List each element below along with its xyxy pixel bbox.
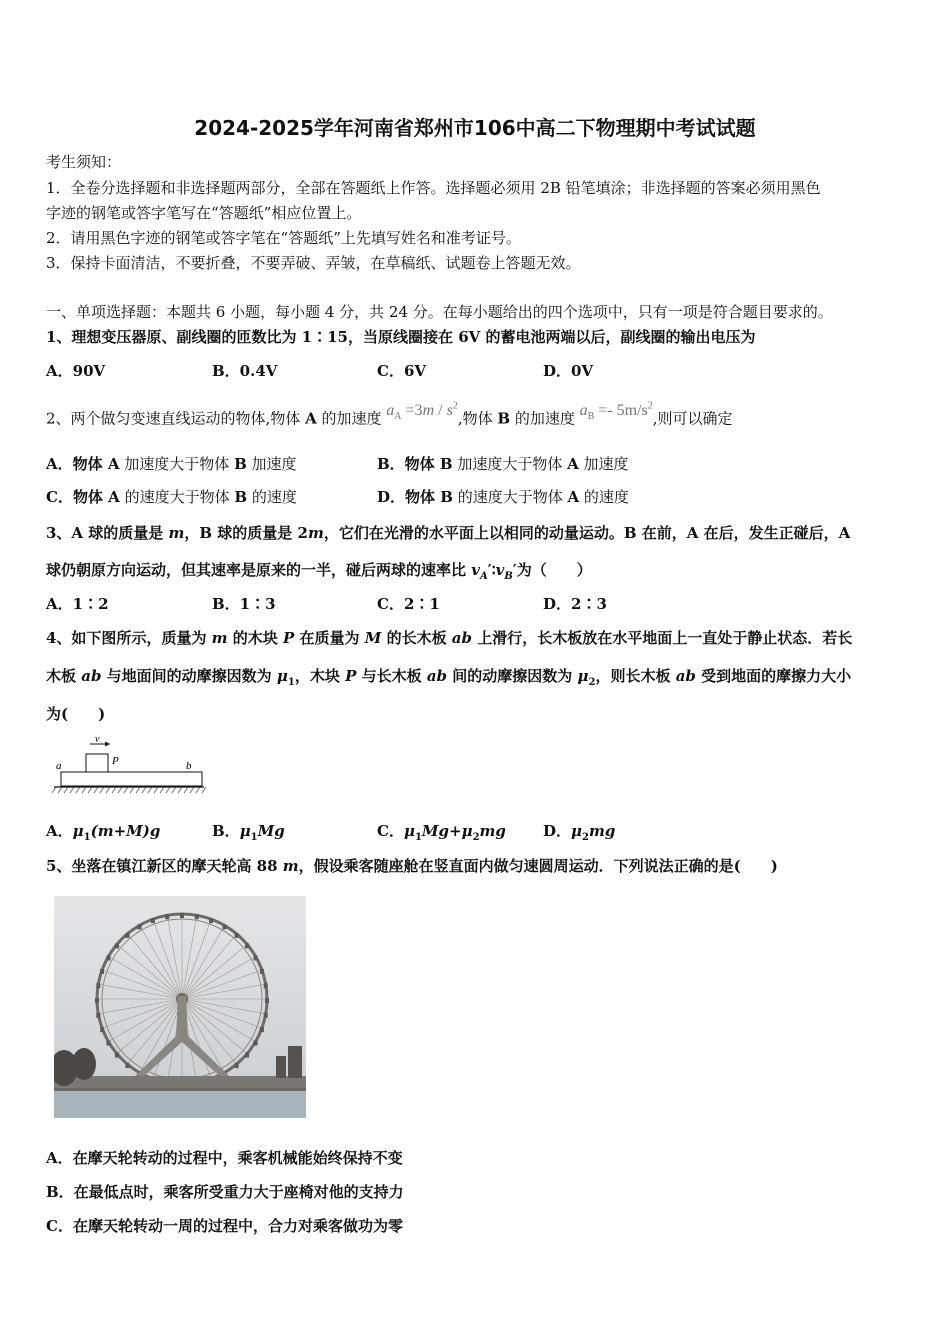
- q4-t1: 4、如下图所示，质量为: [46, 629, 212, 647]
- q2-c-x: A: [108, 488, 120, 506]
- q2-option-c: [46, 487, 297, 507]
- diagram-label-P: P: [112, 755, 119, 767]
- wheel-cabin: [100, 969, 104, 974]
- q2-aB-sub: B: [587, 411, 595, 423]
- q2-aA-var: a: [386, 402, 395, 420]
- q2-b-x: B: [439, 455, 453, 473]
- notice-line-1: 1．全卷分选择题和非选择题两部分，全部在答题纸上作答。选择题必须用 2B 铅笔填涂；非选择题的答案必须用黑色: [46, 179, 821, 197]
- q3-m1: m: [168, 524, 185, 542]
- q3-text-2: ，B 球的质量是 2: [184, 524, 308, 542]
- q4-d-sub: 2: [582, 832, 589, 843]
- q1-option-a: A．90V: [46, 362, 106, 380]
- q2-aA-unit-s: s: [446, 402, 453, 420]
- q2-object-b: B: [497, 409, 511, 428]
- q2-c-label: C．物体: [46, 488, 109, 506]
- q2-a-x: A: [107, 455, 120, 473]
- q4-t5: 上滑行，长木板放在水平地面上一直处于静止状态．若长: [472, 629, 853, 647]
- photo-water: [54, 1088, 306, 1118]
- arrowhead-icon: [105, 742, 110, 747]
- diagram-label-v: v: [95, 734, 100, 745]
- block-P: [86, 754, 108, 772]
- wheel-cabin: [254, 1041, 258, 1046]
- q3-option-d: D．2∶3: [543, 595, 607, 613]
- q2-a-label: A．物体: [46, 455, 108, 473]
- q4-c-mu: μ: [403, 822, 415, 840]
- wheel-cabin: [95, 998, 99, 1003]
- q4-t3: 在质量为: [294, 629, 365, 647]
- wheel-cabin: [106, 956, 110, 961]
- q2-c-y: B: [234, 488, 248, 506]
- q4-mu2: μ: [577, 667, 589, 685]
- q2-c-mid: 的速度大于物体: [119, 488, 235, 506]
- wheel-cabin: [264, 983, 268, 988]
- q2-d-end: 的速度: [579, 488, 629, 506]
- q4-a-pre: A．: [46, 822, 73, 840]
- wheel-cabin: [245, 943, 249, 948]
- wheel-cabin: [180, 913, 184, 918]
- q2-aB-var: a: [579, 402, 588, 420]
- q4-option-c: [377, 821, 506, 848]
- q5-a-text: A．在摩天轮转动的过程中，乘客机械能始终保持不变: [46, 1149, 403, 1167]
- shoreline: [54, 1088, 306, 1091]
- q2-aA-sub: A: [394, 411, 402, 423]
- diagram-label-b: b: [186, 760, 192, 772]
- q4-ab: ab: [451, 629, 473, 647]
- q5-t1: 5、坐落在镇江新区的摩天轮高 88: [46, 857, 283, 875]
- q3-text-4: 球仍朝原方向运动，但其速率是原来的一半，碰后两球的速率比: [46, 561, 472, 579]
- board-ab: [61, 772, 202, 786]
- section-heading: 一、单项选择题：本题共 6 小题，每小题 4 分，共 24 分。在每小题给出的四个选项中，只有一项是符合题目要求的。: [46, 303, 833, 321]
- q3-vB-sub: B: [504, 571, 513, 582]
- q4-P-2: P: [345, 667, 357, 685]
- q2-text-1: 2、两个做匀变速直线运动的物体,物体: [46, 409, 306, 428]
- q4-b-mu: μ: [239, 822, 251, 840]
- q2-text-3: ,物体: [457, 409, 498, 428]
- wheel-cabin: [264, 1013, 268, 1018]
- q4-b-pre: B．: [212, 822, 240, 840]
- q3-option-b: B．1∶3: [212, 595, 276, 613]
- q4-m: m: [211, 629, 228, 647]
- q2-b-end: 加速度: [578, 455, 629, 473]
- notice-line-2: 2．请用黑色字迹的钢笔或答字笔在“答题纸”上先填写姓名和准考证号。: [46, 229, 521, 247]
- q3-stem-line-2: [46, 560, 592, 587]
- q3-stem-line-1: [46, 523, 850, 543]
- wheel-cabin: [100, 1027, 104, 1032]
- q4-mu2-sub: 2: [588, 677, 596, 688]
- q4-t7: 与地面间的动摩擦因数为: [101, 667, 277, 685]
- wheel-cabin: [96, 1013, 100, 1018]
- wheel-cabin: [106, 1041, 110, 1046]
- q3-ratio: ∶: [491, 561, 496, 579]
- wheel-cabin: [125, 1063, 129, 1068]
- ferris-wheel-photo: [54, 896, 306, 1118]
- q4-c-rest: mg: [479, 822, 506, 840]
- q1-stem: 1、理想变压器原、副线圈的匝数比为 1∶15，当原线圈接在 6V 的蓄电池两端以后，副线圈的输出电压为: [46, 328, 756, 346]
- q2-aA-eq: =3: [401, 402, 423, 420]
- q2-stem: [46, 401, 733, 436]
- q4-M: M: [364, 629, 382, 647]
- wheel-cabin: [195, 914, 199, 919]
- q3-vB-prime: ′: [512, 561, 517, 579]
- diagram-label-a: a: [56, 760, 62, 772]
- q2-a-y: B: [234, 455, 247, 473]
- q4-stem-line-1: [46, 628, 852, 648]
- wheel-cabin: [235, 933, 239, 938]
- q2-b-mid: 加速度大于物体: [452, 455, 568, 473]
- wheel-cabin: [260, 969, 264, 974]
- q2-d-mid: 的速度大于物体: [452, 488, 568, 506]
- q4-c-mid: Mg+: [421, 822, 462, 840]
- q2-aB-eq: =- 5m/s: [594, 402, 648, 420]
- q5-option-a: [46, 1148, 403, 1168]
- q4-t4: 的长木板: [381, 629, 452, 647]
- q2-d-x: B: [440, 488, 453, 506]
- wheel-cabin: [235, 1063, 239, 1068]
- q3-text-3: ，它们在光滑的水平面上以相同的动量运动。B 在前，A 在后，发生正碰后，A: [323, 524, 851, 542]
- q4-d-mu: μ: [571, 822, 582, 840]
- q4-a-sub: 1: [83, 832, 91, 843]
- notice-line-3: 3．保持卡面清洁，不要折叠，不要弄破、弄皱，在草稿纸、试题卷上答题无效。: [46, 254, 581, 272]
- q4-ab-3: ab: [426, 667, 448, 685]
- q5-option-c: [46, 1216, 403, 1236]
- q4-ab-2: ab: [81, 667, 102, 685]
- q4-d-pre: D．: [543, 822, 572, 840]
- q5-b-text: B．在最低点时，乘客所受重力大于座椅对他的支持力: [46, 1183, 404, 1201]
- q4-t6: 木板: [46, 667, 82, 685]
- q4-a-rest: (m+M)g: [90, 822, 161, 840]
- q2-b-y: A: [567, 455, 579, 473]
- q3-text-5: 为（ ）: [516, 561, 592, 579]
- q4-a-mu: μ: [72, 822, 84, 840]
- q2-formula-aA: [386, 401, 458, 423]
- q4-t2: 的木块: [227, 629, 283, 647]
- q1-option-b: B．0.4V: [212, 362, 278, 380]
- wheel-cabin: [151, 918, 155, 923]
- q3-vB: v: [495, 561, 505, 579]
- wheel-cabin: [265, 998, 269, 1003]
- q5-stem: [46, 856, 778, 876]
- wheel-cabin: [254, 956, 258, 961]
- q3-vA-prime: ′: [487, 561, 492, 579]
- q4-t12: 受到地面的摩擦力大小: [695, 667, 852, 685]
- q4-ab-4: ab: [675, 667, 696, 685]
- q4-t9: 与长木板: [356, 667, 427, 685]
- q2-text-2: 的加速度: [316, 409, 382, 428]
- q4-t10: 间的动摩擦因数为: [447, 667, 578, 685]
- q1-option-d: D．0V: [543, 362, 594, 380]
- wheel-cabin: [165, 914, 169, 919]
- q2-aA-sup: 2: [452, 401, 458, 412]
- q5-c-text: C．在摩天轮转动一周的过程中，合力对乘客做功为零: [46, 1217, 403, 1235]
- q4-mu1-sub: 1: [287, 677, 295, 688]
- q2-option-a: [46, 454, 297, 474]
- q2-formula-aB: [579, 401, 653, 423]
- q2-d-y: A: [567, 488, 580, 506]
- wheel-cabin: [223, 924, 227, 929]
- q2-text-5: ,则可以确定: [652, 409, 733, 428]
- q4-stem-line-2: [46, 666, 851, 693]
- q4-c-pre: C．: [377, 822, 404, 840]
- page-title: 2024-2025学年河南省郑州市106中高二下物理期中考试试题: [194, 116, 756, 140]
- q5-t2: ，假设乘客随座舱在竖直面内做匀速圆周运动．下列说法正确的是( ): [298, 857, 778, 875]
- wheel-cabin: [115, 1053, 119, 1058]
- bridge-deck: [54, 1076, 306, 1088]
- q2-d-label: D．物体: [377, 488, 441, 506]
- wheel-cabin: [209, 918, 213, 923]
- wheel-cabin: [245, 1053, 249, 1058]
- q2-object-a: A: [305, 409, 317, 428]
- ground-hatching: [52, 787, 206, 793]
- q4-P: P: [283, 629, 295, 647]
- q4-c-mu2: μ: [461, 822, 473, 840]
- q3-option-c: C．2∶1: [377, 595, 440, 613]
- q2-aB-sup: 2: [647, 401, 653, 412]
- wheel-cabin: [138, 924, 142, 929]
- q4-mu1: μ: [276, 667, 288, 685]
- notice-line-1b: 字迹的钢笔或答字笔写在“答题纸”相应位置上。: [46, 204, 362, 222]
- q2-option-b: [377, 454, 629, 474]
- q4-stem-line-3: 为( ): [46, 705, 106, 723]
- q2-text-4: 的加速度: [510, 409, 575, 428]
- q5-option-b: [46, 1182, 404, 1202]
- notice-heading: 考生须知：: [46, 153, 122, 171]
- q4-c-sub2: 2: [472, 832, 480, 843]
- q2-option-d: [377, 487, 629, 507]
- q3-option-a: A．1∶2: [46, 595, 109, 613]
- q2-aA-slash: /: [434, 402, 447, 420]
- q2-b-label: B．物体: [377, 455, 440, 473]
- q2-a-mid: 加速度大于物体: [119, 455, 235, 473]
- q3-m2: m: [307, 524, 324, 542]
- q4-t8: ，木块: [294, 667, 346, 685]
- q1-option-c: C．6V: [377, 362, 427, 380]
- q2-aA-unit-m: m: [422, 402, 435, 420]
- q4-b-rest: Mg: [257, 822, 285, 840]
- wheel-cabin: [115, 943, 119, 948]
- q4-c-sub: 1: [414, 832, 422, 843]
- q4-option-a: [46, 821, 160, 848]
- q4-option-d: [543, 821, 615, 848]
- q3-vA: v: [471, 561, 480, 579]
- wheel-cabin: [96, 983, 100, 988]
- q4-t11: ，则长木板: [595, 667, 676, 685]
- wheel-cabin: [125, 933, 129, 938]
- q5-m: m: [282, 857, 299, 875]
- q3-vA-sub: A: [479, 571, 488, 582]
- wheel-cabin: [260, 1027, 264, 1032]
- q2-a-end: 加速度: [246, 455, 297, 473]
- q4-b-sub: 1: [250, 832, 258, 843]
- q4-d-rest: mg: [588, 822, 616, 840]
- q2-c-end: 的速度: [247, 488, 297, 506]
- q3-text-1: 3、A 球的质量是: [46, 524, 169, 542]
- q4-option-b: [212, 821, 285, 848]
- q4-board-diagram: [52, 734, 212, 796]
